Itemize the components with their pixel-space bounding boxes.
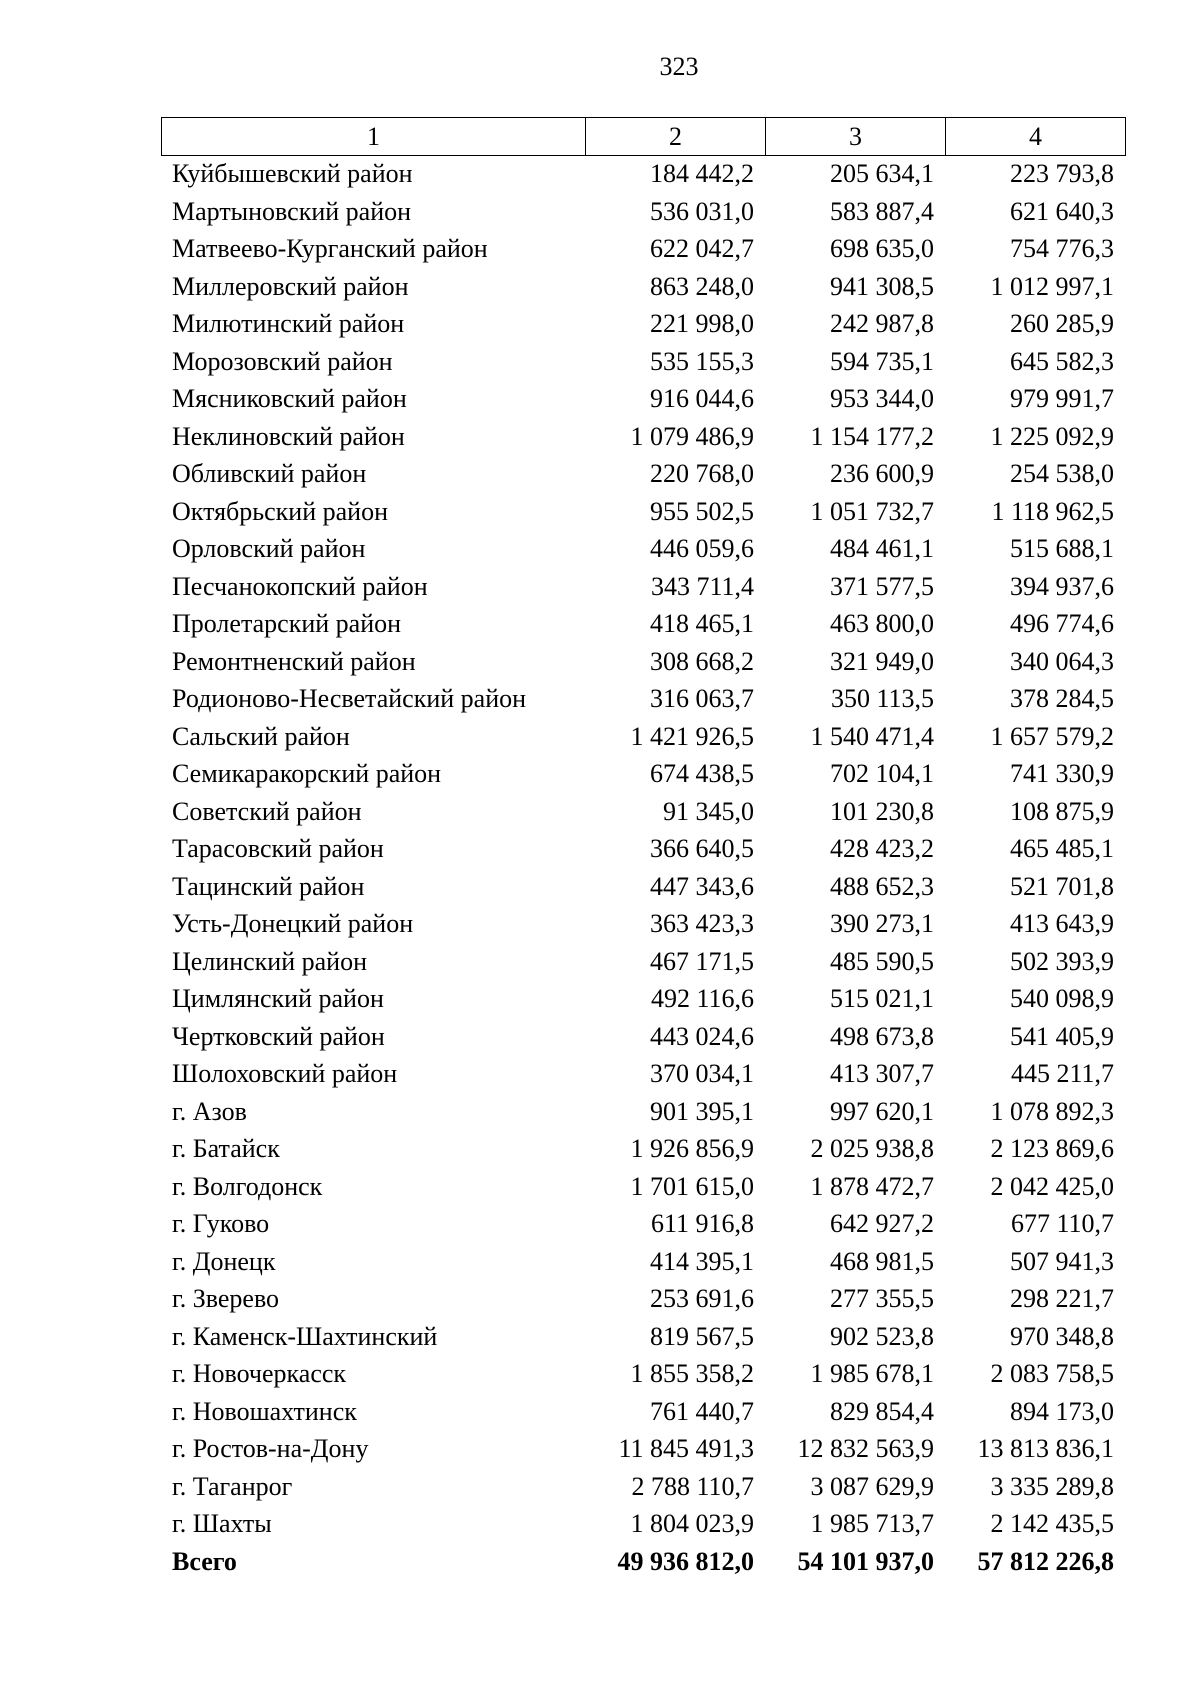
row-value-col2: 343 711,4 (650, 571, 754, 601)
row-name: Целинский район (172, 946, 367, 976)
row-value-col4: 223 793,8 (1010, 159, 1114, 188)
row-value-col4: 2 042 425,0 (990, 1171, 1114, 1201)
row-value-col4: 502 393,9 (1010, 946, 1114, 976)
table-row (161, 1055, 1125, 1093)
table-row (161, 1130, 1125, 1168)
row-value-col3: 428 423,2 (830, 834, 934, 863)
row-value-col4: 465 485,1 (1010, 834, 1114, 863)
table-row (161, 1205, 1125, 1243)
row-value-col2: 366 640,5 (650, 834, 754, 863)
row-value-col4: 521 701,8 (1010, 871, 1114, 901)
row-name: г. Таганрог (172, 1471, 293, 1501)
row-value-col3: 1 878 472,7 (810, 1171, 934, 1201)
row-value-col2: 622 042,7 (650, 234, 754, 263)
table-row (161, 680, 1125, 718)
row-value-col3: 205 634,1 (830, 159, 934, 188)
table-row (161, 305, 1125, 343)
table-row (161, 755, 1125, 793)
row-name: г. Батайск (172, 1134, 280, 1163)
row-name: г. Азов (172, 1096, 247, 1126)
row-value-col2: 761 440,7 (650, 1396, 754, 1426)
row-value-col4: 677 110,7 (1010, 1209, 1114, 1238)
row-value-col3: 1 540 471,4 (810, 721, 934, 751)
row-value-col2: 220 768,0 (650, 459, 754, 488)
row-value-col3: 902 523,8 (830, 1321, 934, 1351)
row-value-col4: 298 221,7 (1010, 1284, 1114, 1313)
row-value-col4: 1 657 579,2 (990, 721, 1114, 751)
table-row (161, 1505, 1125, 1543)
row-value-col2: 955 502,5 (650, 496, 754, 526)
row-value-col3: 642 927,2 (830, 1209, 934, 1238)
table-row (161, 830, 1125, 868)
row-name: Советский район (172, 796, 362, 826)
row-value-col4: 1 225 092,9 (990, 421, 1114, 451)
row-value-col2: 901 395,1 (650, 1096, 754, 1126)
table-row (161, 943, 1125, 981)
table-header (161, 117, 1126, 156)
row-value-col3: 941 308,5 (830, 271, 934, 301)
row-name: Тарасовский район (172, 834, 384, 863)
row-value-col4: 108 875,9 (1010, 796, 1114, 826)
table-row (161, 793, 1125, 831)
row-value-col2: 467 171,5 (650, 946, 754, 976)
row-name: г. Гуково (172, 1209, 270, 1238)
table-row (161, 1430, 1125, 1468)
header-col-2: 2 (586, 118, 766, 156)
row-value-col2: 446 059,6 (650, 534, 754, 563)
row-name: Куйбышевский район (172, 159, 413, 188)
table-row (161, 568, 1125, 606)
row-name: Всего (172, 1546, 237, 1576)
row-value-col2: 535 155,3 (650, 346, 754, 376)
table-row (161, 1280, 1125, 1318)
row-value-col2: 1 804 023,9 (630, 1509, 754, 1538)
row-value-col2: 1 079 486,9 (630, 421, 754, 451)
row-name: Неклиновский район (172, 421, 405, 451)
row-value-col4: 2 123 869,6 (990, 1134, 1114, 1163)
row-name: Семикаракорский район (172, 759, 442, 788)
row-value-col3: 3 087 629,9 (810, 1471, 934, 1501)
row-value-col4: 894 173,0 (1010, 1396, 1114, 1426)
row-name: Пролетарский район (172, 609, 402, 638)
table-row (161, 1018, 1125, 1056)
table-row (161, 605, 1125, 643)
table-row (161, 343, 1125, 381)
row-name: Песчанокопский район (172, 571, 428, 601)
table-row (161, 1393, 1125, 1431)
row-value-col3: 702 104,1 (830, 759, 934, 788)
row-value-col3: 321 949,0 (830, 646, 934, 676)
row-value-col2: 91 345,0 (663, 796, 754, 826)
row-name: Обливский район (172, 459, 367, 488)
row-value-col4: 621 640,3 (1010, 196, 1114, 226)
row-value-col3: 1 051 732,7 (810, 496, 934, 526)
page-number: 323 (659, 52, 699, 81)
table-row (161, 493, 1125, 531)
row-value-col4: 1 012 997,1 (990, 271, 1114, 301)
header-col-3: 3 (766, 118, 946, 156)
row-value-col3: 488 652,3 (830, 871, 934, 901)
row-name: Цимлянский район (172, 984, 384, 1013)
row-value-col4: 340 064,3 (1010, 646, 1114, 676)
row-value-col3: 350 113,5 (830, 684, 934, 713)
row-value-col4: 645 582,3 (1010, 346, 1114, 376)
data-table (161, 155, 1125, 1580)
header-col-1: 1 (162, 118, 586, 156)
table-row (161, 193, 1125, 231)
row-name: Орловский район (172, 534, 366, 563)
row-value-col3: 236 600,9 (830, 459, 934, 488)
row-value-col2: 1 701 615,0 (630, 1171, 754, 1201)
row-value-col3: 242 987,8 (830, 309, 934, 338)
table-row (161, 643, 1125, 681)
row-value-col4: 507 941,3 (1010, 1246, 1114, 1276)
row-name: г. Зверево (172, 1284, 280, 1313)
row-value-col4: 378 284,5 (1010, 684, 1114, 713)
row-value-col2: 492 116,6 (650, 984, 754, 1013)
row-value-col2: 418 465,1 (650, 609, 754, 638)
row-value-col3: 54 101 937,0 (797, 1546, 934, 1576)
row-value-col3: 463 800,0 (830, 609, 934, 638)
row-value-col2: 414 395,1 (650, 1246, 754, 1276)
row-name: г. Ростов-на-Дону (172, 1434, 369, 1463)
row-value-col4: 57 812 226,8 (977, 1546, 1114, 1576)
row-value-col2: 370 034,1 (650, 1059, 754, 1088)
row-name: г. Каменск-Шахтинский (172, 1321, 438, 1351)
row-name: Ремонтненский район (172, 646, 416, 676)
table-row (161, 1243, 1125, 1281)
row-name: Морозовский район (172, 346, 393, 376)
row-name: Мясниковский район (172, 384, 407, 413)
table-row (161, 155, 1125, 193)
row-value-col2: 674 438,5 (650, 759, 754, 788)
table-row (161, 380, 1125, 418)
row-value-col2: 308 668,2 (650, 646, 754, 676)
row-value-col4: 413 643,9 (1010, 909, 1114, 938)
row-name: Матвеево-Курганский район (172, 234, 488, 263)
row-value-col3: 698 635,0 (830, 234, 934, 263)
row-value-col3: 277 355,5 (830, 1284, 934, 1313)
row-value-col4: 13 813 836,1 (977, 1434, 1114, 1463)
row-value-col2: 221 998,0 (650, 309, 754, 338)
row-value-col2: 611 916,8 (650, 1209, 754, 1238)
row-value-col4: 979 991,7 (1010, 384, 1114, 413)
table-row (161, 530, 1125, 568)
row-value-col3: 997 620,1 (830, 1096, 934, 1126)
header-row (162, 118, 1126, 156)
row-value-col2: 184 442,2 (650, 159, 754, 188)
row-name: Чертковский район (172, 1021, 385, 1051)
table-row (161, 718, 1125, 756)
row-value-col2: 443 024,6 (650, 1021, 754, 1051)
row-value-col4: 2 142 435,5 (990, 1509, 1114, 1538)
row-value-col3: 594 735,1 (830, 346, 934, 376)
row-value-col4: 260 285,9 (1010, 309, 1114, 338)
table-row (161, 230, 1125, 268)
row-name: Родионово-Несветайский район (172, 684, 527, 713)
row-value-col4: 540 098,9 (1010, 984, 1114, 1013)
row-name: г. Новошахтинск (172, 1396, 357, 1426)
row-value-col4: 970 348,8 (1010, 1321, 1114, 1351)
table-row (161, 418, 1125, 456)
table-row (161, 1468, 1125, 1506)
row-value-col2: 819 567,5 (650, 1321, 754, 1351)
row-name: г. Новочеркасск (172, 1359, 347, 1388)
row-value-col2: 253 691,6 (650, 1284, 754, 1313)
row-value-col3: 515 021,1 (830, 984, 934, 1013)
row-value-col2: 863 248,0 (650, 271, 754, 301)
row-name: Миллеровский район (172, 271, 409, 301)
row-value-col2: 363 423,3 (650, 909, 754, 938)
row-value-col3: 1 154 177,2 (810, 421, 934, 451)
table-row (161, 1093, 1125, 1131)
row-value-col3: 390 273,1 (830, 909, 934, 938)
row-value-col3: 1 985 713,7 (810, 1509, 934, 1538)
row-value-col4: 496 774,6 (1010, 609, 1114, 638)
table-row (161, 905, 1125, 943)
table-row (161, 455, 1125, 493)
row-value-col4: 741 330,9 (1010, 759, 1114, 788)
row-value-col2: 2 788 110,7 (631, 1471, 754, 1501)
row-value-col4: 445 211,7 (1010, 1059, 1114, 1088)
row-value-col4: 515 688,1 (1010, 534, 1114, 563)
row-value-col3: 1 985 678,1 (810, 1359, 934, 1388)
row-value-col4: 3 335 289,8 (990, 1471, 1114, 1501)
row-value-col3: 498 673,8 (830, 1021, 934, 1051)
table-row (161, 268, 1125, 306)
row-value-col3: 583 887,4 (830, 196, 934, 226)
row-value-col3: 413 307,7 (830, 1059, 934, 1088)
row-value-col2: 1 421 926,5 (630, 721, 754, 751)
row-value-col2: 49 936 812,0 (617, 1546, 754, 1576)
row-value-col2: 1 855 358,2 (630, 1359, 754, 1388)
table-row (161, 1168, 1125, 1206)
row-value-col4: 394 937,6 (1010, 571, 1114, 601)
row-value-col4: 1 118 962,5 (991, 496, 1114, 526)
row-name: Сальский район (172, 721, 350, 751)
row-value-col4: 541 405,9 (1010, 1021, 1114, 1051)
row-value-col3: 101 230,8 (830, 796, 934, 826)
row-value-col2: 11 845 491,3 (618, 1434, 754, 1463)
table-row (161, 1355, 1125, 1393)
row-value-col3: 485 590,5 (830, 946, 934, 976)
header-col-4: 4 (946, 118, 1126, 156)
row-value-col2: 916 044,6 (650, 384, 754, 413)
row-value-col3: 371 577,5 (830, 571, 934, 601)
row-value-col2: 447 343,6 (650, 871, 754, 901)
row-value-col3: 484 461,1 (830, 534, 934, 563)
row-value-col4: 254 538,0 (1010, 459, 1114, 488)
row-name: Октябрьский район (172, 496, 388, 526)
row-name: Милютинский район (172, 309, 405, 338)
table-row (161, 1318, 1125, 1356)
row-value-col2: 536 031,0 (650, 196, 754, 226)
total-row (161, 1543, 1125, 1581)
row-name: г. Донецк (172, 1246, 276, 1276)
row-value-col3: 953 344,0 (830, 384, 934, 413)
row-value-col2: 1 926 856,9 (630, 1134, 754, 1163)
row-name: Шолоховский район (172, 1059, 398, 1088)
table-row (161, 868, 1125, 906)
row-value-col3: 468 981,5 (830, 1246, 934, 1276)
row-value-col4: 1 078 892,3 (990, 1096, 1114, 1126)
row-name: г. Шахты (172, 1509, 272, 1538)
row-name: г. Волгодонск (172, 1171, 323, 1201)
table-row (161, 980, 1125, 1018)
row-name: Усть-Донецкий район (172, 909, 414, 938)
row-value-col4: 754 776,3 (1010, 234, 1114, 263)
row-value-col3: 2 025 938,8 (810, 1134, 934, 1163)
row-name: Мартыновский район (172, 196, 412, 226)
row-value-col4: 2 083 758,5 (990, 1359, 1114, 1388)
row-value-col3: 12 832 563,9 (797, 1434, 934, 1463)
row-name: Тацинский район (172, 871, 365, 901)
row-value-col2: 316 063,7 (650, 684, 754, 713)
row-value-col3: 829 854,4 (830, 1396, 934, 1426)
